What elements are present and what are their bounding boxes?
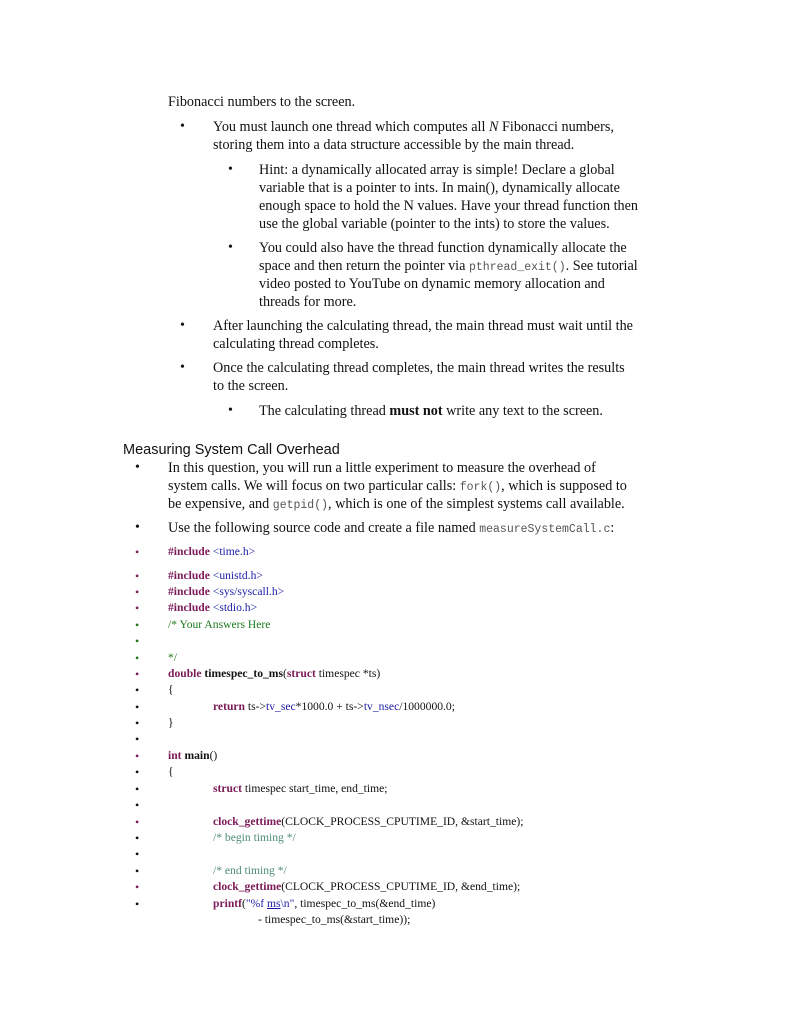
bullet: • — [228, 403, 233, 418]
code-return-line: return ts->tv_sec*1000.0 + ts->tv_nsec/1000000.0; — [213, 700, 455, 713]
code-fn-signature: double timespec_to_ms(struct timespec *ts) — [168, 667, 381, 680]
code-bullet: • — [135, 634, 140, 648]
code-include-unistd: #include <unistd.h> — [168, 569, 263, 582]
bullet: • — [180, 318, 185, 333]
hint-line-4: use the global variable (pointer to the ints) to store the values. — [259, 216, 610, 232]
bullet: • — [228, 240, 233, 255]
code-struct-decl: struct timespec start_time, end_time; — [213, 782, 388, 795]
calc-line: The calculating thread must not write any text to the screen. — [259, 403, 603, 419]
code-bullet: • — [135, 716, 140, 730]
code-bullet: • — [135, 545, 140, 559]
code-clock-end: clock_gettime(CLOCK_PROCESS_CPUTIME_ID, &end_time); — [213, 880, 521, 893]
hint-line-2: variable that is a pointer to ints. In main(), dynamically allocate — [259, 180, 620, 196]
code-brace-close: } — [168, 716, 174, 729]
code-bullet: • — [135, 618, 140, 632]
code-clock-start: clock_gettime(CLOCK_PROCESS_CPUTIME_ID, &start_time); — [213, 815, 524, 828]
question-line-1: In this question, you will run a little experiment to measure the overhead of — [168, 460, 596, 476]
code-brace-open: { — [168, 683, 174, 696]
question-line-2: system calls. We will focus on two particular calls: fork(), which is supposed to — [168, 478, 627, 494]
code-bullet: • — [135, 732, 140, 746]
code-main-signature: int main() — [168, 749, 218, 762]
code-bullet: • — [135, 749, 140, 763]
use-source-line: Use the following source code and create a file named measureSystemCall.c: — [168, 520, 615, 536]
hint-line-1: Hint: a dynamically allocated array is simple! Declare a global — [259, 162, 615, 178]
code-bullet: • — [135, 815, 140, 829]
after-line-1: After launching the calculating thread, the main thread must wait until the — [213, 318, 633, 334]
code-bullet: • — [135, 569, 140, 583]
code-comment-answers: /* Your Answers Here — [168, 618, 271, 631]
question-line-3: be expensive, and getpid(), which is one of the simplest systems call available. — [168, 496, 625, 512]
code-bullet: • — [135, 831, 140, 845]
code-bullet: • — [135, 601, 140, 615]
could-line-4: threads for more. — [259, 294, 357, 310]
code-bullet: • — [135, 765, 140, 779]
code-include-syscall: #include <sys/syscall.h> — [168, 585, 285, 598]
code-printf-continuation: - timespec_to_ms(&start_time)); — [258, 913, 411, 926]
code-bullet: • — [135, 897, 140, 911]
code-bullet: • — [135, 782, 140, 796]
code-bullet: • — [135, 880, 140, 894]
code-bullet: • — [135, 683, 140, 697]
could-line-1: You could also have the thread function dynamically allocate the — [259, 240, 627, 256]
code-comment-end: */ — [168, 651, 178, 664]
continued-text: Fibonacci numbers to the screen. — [168, 94, 356, 110]
bullet: • — [228, 162, 233, 177]
code-printf: printf("%f ms\n", timespec_to_ms(&end_time) — [213, 897, 436, 910]
bullet: • — [135, 460, 140, 475]
bullet: • — [180, 360, 185, 375]
bullet-text-thread-launch-2: storing them into a data structure accessible by the main thread. — [213, 137, 575, 153]
after-line-2: calculating thread completes. — [213, 336, 379, 352]
once-line-2: to the screen. — [213, 378, 289, 394]
code-brace-open-main: { — [168, 765, 174, 778]
code-bullet: • — [135, 667, 140, 681]
code-include-time: #include <time.h> — [168, 545, 256, 558]
section-heading: Measuring System Call Overhead — [123, 442, 340, 458]
code-comment-begin: /* begin timing */ — [213, 831, 296, 844]
could-line-3: video posted to YouTube on dynamic memory allocation and — [259, 276, 605, 292]
code-bullet: • — [135, 864, 140, 878]
once-line-1: Once the calculating thread completes, the main thread writes the results — [213, 360, 625, 376]
code-comment-end-timing: /* end timing */ — [213, 864, 287, 877]
code-bullet: • — [135, 651, 140, 665]
hint-line-3: enough space to hold the N values. Have your thread function then — [259, 198, 639, 214]
code-bullet: • — [135, 700, 140, 714]
code-include-stdio: #include <stdio.h> — [168, 601, 258, 614]
code-bullet: • — [135, 798, 140, 812]
code-bullet: • — [135, 847, 140, 861]
code-bullet: • — [135, 585, 140, 599]
bullet: • — [180, 119, 185, 134]
bullet-text-thread-launch: You must launch one thread which computes all N Fibonacci numbers, — [213, 119, 614, 135]
bullet: • — [135, 520, 140, 535]
could-line-2: space and then return the pointer via pthread_exit(). See tutorial — [259, 258, 638, 274]
